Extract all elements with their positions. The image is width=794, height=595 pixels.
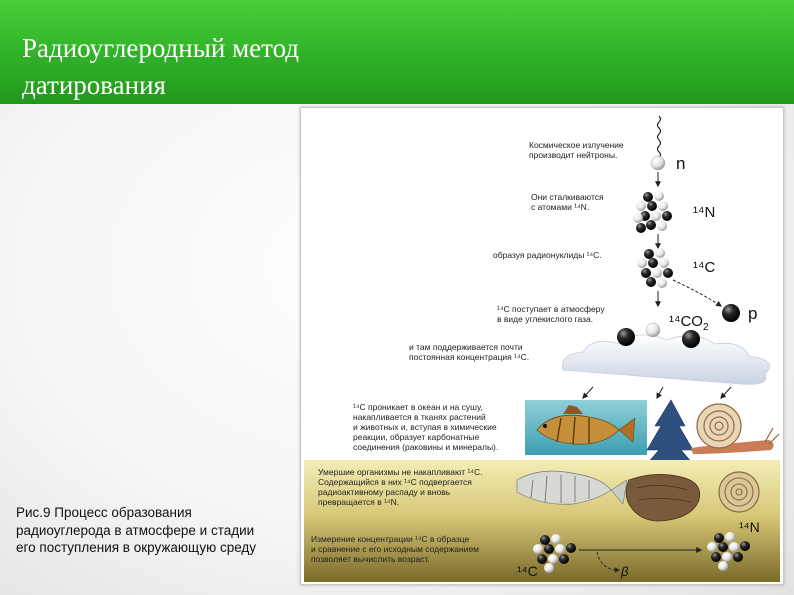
decay-text-3: радиоактивному распаду и вновь bbox=[318, 487, 451, 497]
svg-text:с атомами ¹⁴N. bbox=[531, 202, 589, 212]
fossil-shell-icon bbox=[719, 472, 759, 512]
decay-text-2: Содержащийся в них ¹⁴C подвергается bbox=[318, 477, 472, 487]
figure-caption: Рис.9 Процесс образования радиоуглерода в атмосфере и стадии его поступления в окружающую среду bbox=[16, 505, 257, 555]
co2-atom-center bbox=[646, 323, 660, 337]
co2-symbol: $^{14}CO_2$ bbox=[669, 313, 709, 333]
svg-text:радиоактивному распаду и вновь bbox=[318, 487, 451, 497]
nitrogen-nucleus bbox=[633, 191, 672, 233]
ocean-text-2: накапливается в тканях растений bbox=[353, 412, 486, 422]
nitrogen-symbol: ¹⁴N bbox=[693, 204, 716, 221]
radiocarbon-diagram bbox=[300, 107, 784, 585]
svg-text:соединения (раковины и минерал bbox=[353, 442, 498, 452]
decay-text-1: Умершие организмы не накапливают ¹⁴C. bbox=[318, 467, 483, 477]
measure-text-3: позволяет вычислить возраст. bbox=[311, 554, 430, 564]
svg-text:и животных и, вступая в химиче bbox=[353, 422, 497, 432]
beta-symbol: β bbox=[621, 564, 629, 579]
svg-text:образуя радионуклиды ¹⁴C. bbox=[493, 250, 602, 260]
svg-text:Измерение концентрации ¹⁴C в о bbox=[311, 534, 470, 544]
neutron-symbol: n bbox=[676, 154, 686, 173]
constant-text-1: и там поддерживается почти bbox=[409, 342, 523, 352]
svg-text:позволяет вычислить возраст. bbox=[311, 554, 430, 564]
cosmic-text-2: производит нейтроны. bbox=[529, 150, 618, 160]
atmosphere-text-2: в виде углекислого газа. bbox=[497, 314, 594, 324]
collide-text-2: с атомами ¹⁴N. bbox=[531, 202, 590, 212]
title-bar bbox=[0, 0, 794, 104]
carbon-symbol: ¹⁴C bbox=[693, 259, 716, 276]
ocean-text-4: реакции, образует карбонатные bbox=[353, 432, 480, 442]
svg-text:Космическое излучение bbox=[529, 140, 624, 150]
neutron-atom bbox=[651, 156, 665, 170]
radionuclide-text: образуя радионуклиды ¹⁴C. bbox=[493, 250, 602, 260]
ocean-text-5: соединения (раковины и минералы). bbox=[353, 442, 499, 452]
co2-atom-left bbox=[617, 328, 635, 346]
co2-atom-right bbox=[682, 330, 700, 348]
nitrogen-symbol-bottom: ¹⁴N bbox=[739, 519, 760, 535]
measure-text-2: и сравнение с его исходным содержанием bbox=[311, 544, 480, 554]
svg-text:превращается в ¹⁴N. bbox=[318, 497, 399, 507]
svg-text:¹⁴C проникает в океан и на суш bbox=[353, 402, 483, 412]
svg-text:Содержащийся в них ¹⁴C подверг bbox=[318, 477, 472, 487]
svg-text:Умершие организмы не накаплива bbox=[318, 467, 482, 477]
svg-text:¹⁴C поступает в атмосферу bbox=[497, 304, 605, 314]
svg-text:производит нейтроны. bbox=[529, 150, 617, 160]
svg-text:и сравнение с его исходным сод bbox=[311, 544, 479, 554]
atmosphere-text-1: ¹⁴C поступает в атмосферу bbox=[497, 304, 605, 314]
ocean-text-1: ¹⁴C проникает в океан и на сушу, bbox=[353, 402, 483, 412]
cosmic-ray-line bbox=[658, 116, 661, 158]
atmosphere-cloud bbox=[562, 335, 769, 384]
carbon-symbol-bottom: ¹⁴C bbox=[517, 563, 538, 579]
proton-atom bbox=[722, 304, 740, 322]
ocean-text-3: и животных и, вступая в химические bbox=[353, 422, 497, 432]
measure-text-1: Измерение концентрации ¹⁴C в образце bbox=[311, 534, 470, 544]
carbon-nucleus bbox=[637, 248, 673, 288]
svg-text:постоянная концентрация ¹⁴C. bbox=[409, 352, 529, 362]
proton-symbol: p bbox=[748, 304, 758, 323]
snail-icon bbox=[691, 404, 779, 454]
constant-text-2: постоянная концентрация ¹⁴C. bbox=[409, 352, 530, 362]
svg-text:реакции, образует карбонатные bbox=[353, 432, 479, 442]
svg-text:Они сталкиваются bbox=[531, 192, 604, 202]
svg-text:и там поддерживается почти bbox=[409, 342, 523, 352]
svg-text:накапливается в тканях растени bbox=[353, 412, 486, 422]
collide-text-1: Они сталкиваются bbox=[531, 192, 604, 202]
cosmic-text-1: Космическое излучение bbox=[529, 140, 624, 150]
slide-title: Радиоуглеродный метод датирования bbox=[22, 33, 300, 100]
svg-text:в виде углекислого газа. bbox=[497, 314, 593, 324]
decay-text-4: превращается в ¹⁴N. bbox=[318, 497, 400, 507]
